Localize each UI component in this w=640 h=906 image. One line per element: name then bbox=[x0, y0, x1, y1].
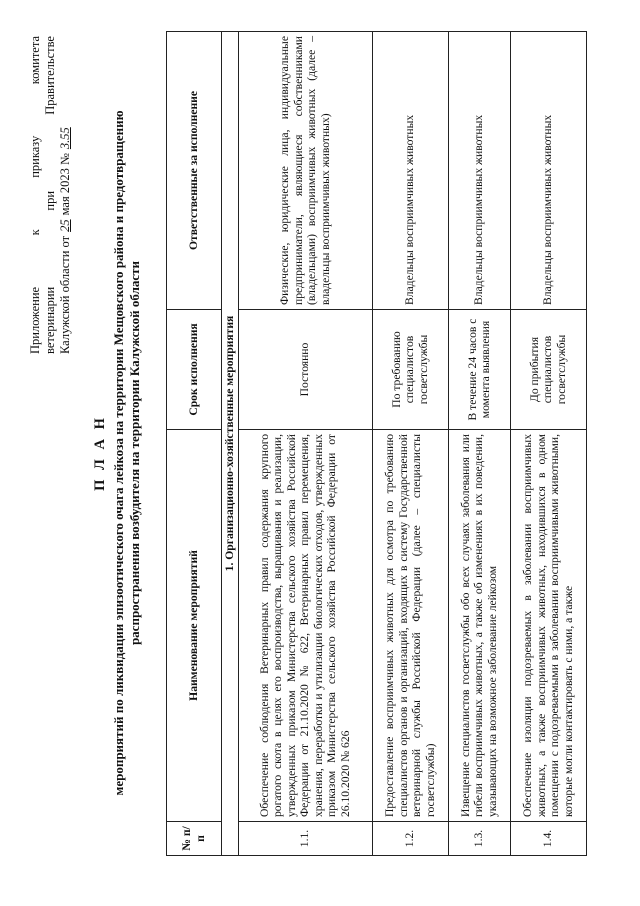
table-row bbox=[372, 32, 448, 856]
row-activity: Обеспечение соблюдения Ветеринарных правил содержания крупного рогатого скота в целях его воспроизводства, выращивания и реализации, утвержденных приказом Министерства сельского хозяйства Российской Федерации от 21.10.2020 № 622, Ветеринарных правил перемещения, хранения, переработки и утилизации биологических отходов, утвержденных приказом Министерства сельского хозяйства Российской Федерации от 26.10.2020 № 626 bbox=[238, 430, 372, 822]
table-row bbox=[448, 32, 510, 856]
header-num: № п/п bbox=[167, 822, 222, 856]
title-line-2: распространения возбудителя на территории Калужской области bbox=[127, 260, 142, 646]
appendix-block bbox=[28, 36, 73, 354]
row-responsible: Владельцы восприимчивых животных bbox=[510, 32, 586, 310]
row-term: До прибытия специалистов госветслужбы bbox=[510, 310, 586, 430]
appendix-word: ветеринарии bbox=[43, 286, 57, 354]
appendix-line-2 bbox=[43, 36, 58, 354]
row-activity: Обеспечение изоляции подозреваемых в заболевании восприимчивых животных, а также восприимчивых животных, находившихся в одном помещении с подозреваемыми в заболевании восприимчивыми животными, которые могли контактировать с ними, а также bbox=[510, 430, 586, 822]
row-responsible: Владельцы восприимчивых животных bbox=[372, 32, 448, 310]
appendix-word: к bbox=[28, 229, 42, 236]
row-number: 1.4. bbox=[510, 822, 586, 856]
row-number: 1.1. bbox=[238, 822, 372, 856]
row-activity: Предоставление восприимчивых животных для осмотра по требованию специалистов органов и организаций, входящих в систему Государственной ветеринарной службы Российской Федерации (далее – специалисты госветслужбы) bbox=[372, 430, 448, 822]
appendix-word: Приложение bbox=[28, 286, 42, 354]
appendix-word: комитета bbox=[28, 36, 42, 85]
appendix-line-1 bbox=[28, 36, 43, 354]
document-title bbox=[92, 40, 143, 866]
appendix-word: при bbox=[43, 190, 57, 211]
row-activity: Извещение специалистов госветслужбы обо всех случаях заболевания или гибели восприимчивых животных, а также об изменениях в их поведении, указывающих на возможное заболевание лейкозом bbox=[448, 430, 510, 822]
table-row bbox=[510, 32, 586, 856]
row-term: По требованию специалистов госветслужбы bbox=[372, 310, 448, 430]
table-row bbox=[238, 32, 372, 856]
header-term: Срок исполнения bbox=[167, 310, 222, 430]
appendix-date-prefix: Калужской области от bbox=[58, 235, 72, 354]
row-number: 1.3. bbox=[448, 822, 510, 856]
header-name: Наименование мероприятий bbox=[167, 430, 222, 822]
section-row bbox=[222, 32, 239, 856]
title-line-1: мероприятий по ликвидации эпизоотического очага лейкоза на территории Мещовского района и предотвращению bbox=[111, 110, 126, 796]
appendix-order-number: 3.55 bbox=[58, 127, 72, 150]
appendix-line-3 bbox=[58, 36, 73, 354]
appendix-date-day: 25 bbox=[58, 219, 72, 232]
row-term: В течение 24 часов с момента выявления bbox=[448, 310, 510, 430]
appendix-word: Правительстве bbox=[43, 36, 57, 115]
row-responsible: Владельцы восприимчивых животных bbox=[448, 32, 510, 310]
appendix-word: приказу bbox=[28, 135, 42, 178]
header-responsible: Ответственные за исполнение bbox=[167, 32, 222, 310]
title-plan: П Л А Н bbox=[92, 415, 108, 491]
row-term: Постоянно bbox=[238, 310, 372, 430]
row-number: 1.2. bbox=[372, 822, 448, 856]
table-header-row bbox=[167, 32, 222, 856]
row-responsible: Физические, юридические лица, индивидуальные предприниматели, являющиеся собственниками (владельцами) восприимчивых животных (далее – владельцы восприимчивых животных) bbox=[238, 32, 372, 310]
plan-table bbox=[166, 31, 587, 856]
section-title: 1. Организационно-хозяйственные мероприятия bbox=[222, 32, 239, 856]
appendix-date-middle: мая 2023 № bbox=[58, 153, 72, 216]
